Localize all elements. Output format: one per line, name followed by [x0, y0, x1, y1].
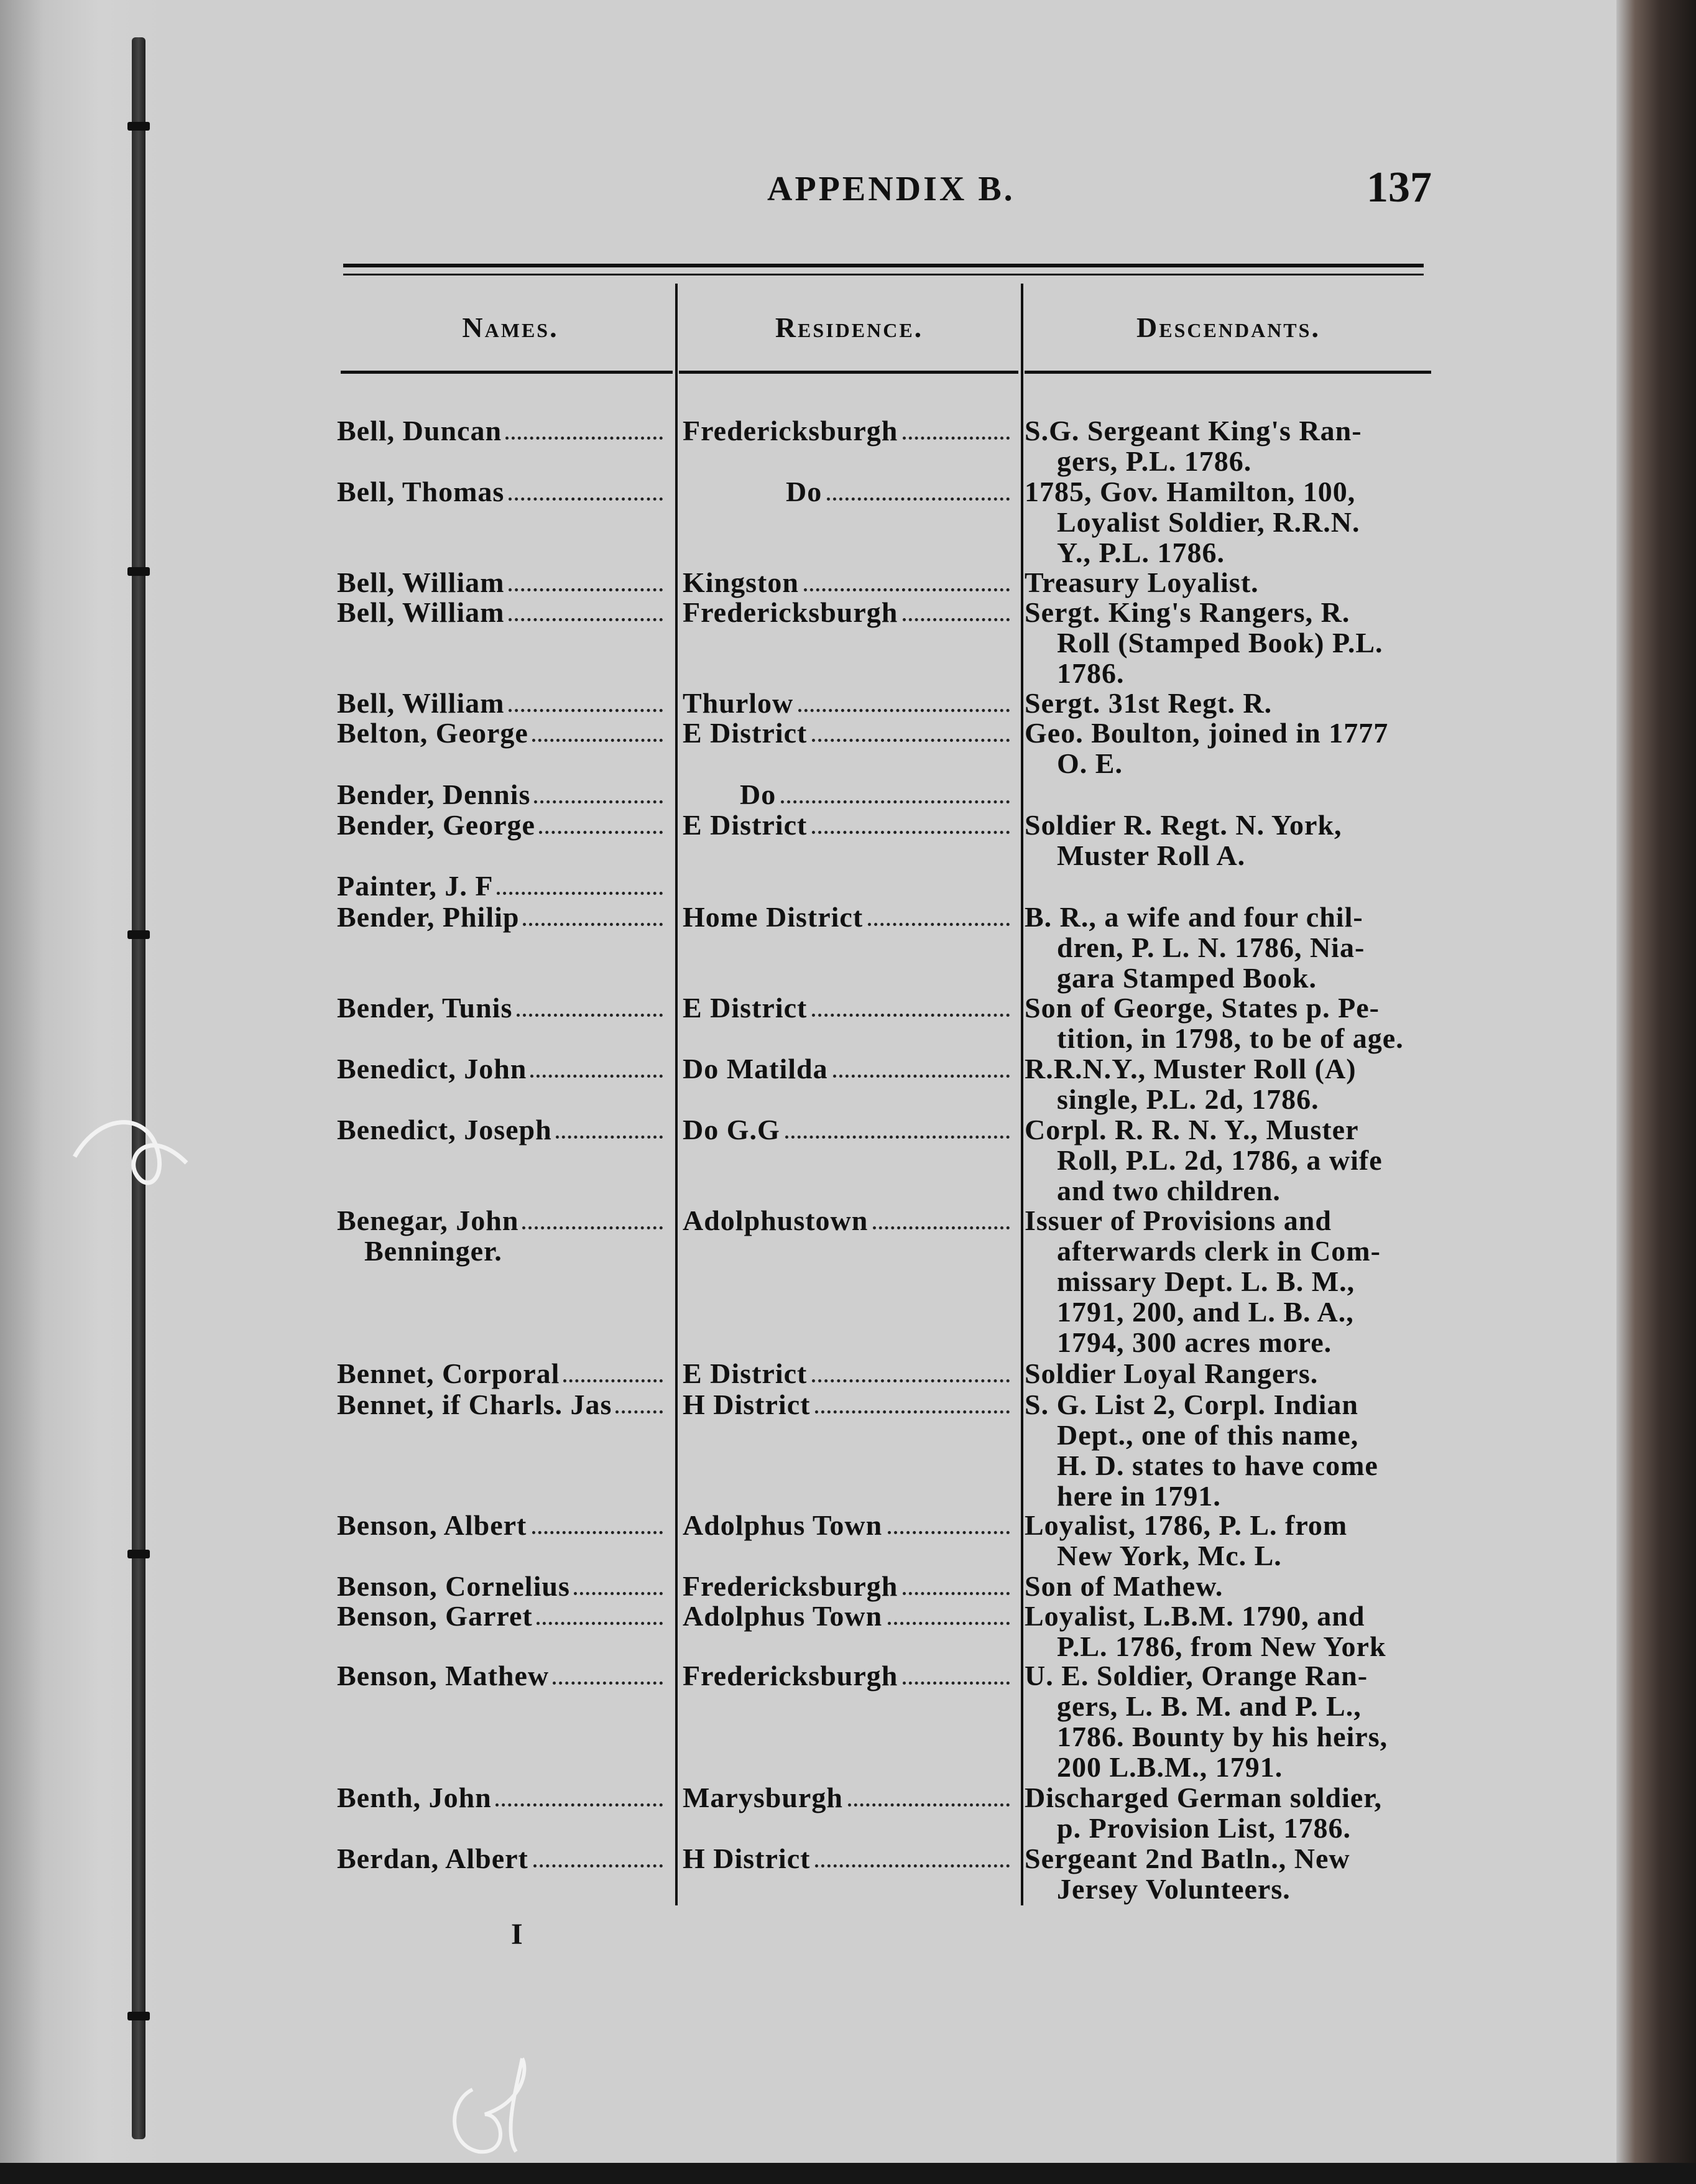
entry-residence: H District — [683, 1389, 811, 1420]
column-header-residence: Residence. — [775, 312, 924, 343]
entry-descendants-line: R.R.N.Y., Muster Roll (A) — [1025, 1053, 1357, 1085]
entry-name: Bell, William — [337, 567, 505, 598]
leader-dots — [903, 618, 1010, 621]
leader-dots — [903, 437, 1010, 440]
entry-residence: E District — [683, 992, 808, 1024]
entry-descendants-line: Sergt. King's Rangers, R. — [1025, 596, 1350, 628]
entry-descendants-line: here in 1791. — [1057, 1480, 1221, 1512]
entry-descendants-line: 1794, 300 acres more. — [1057, 1326, 1332, 1358]
leader-dots — [522, 1226, 663, 1229]
entry-descendants-line: H. D. states to have come — [1057, 1450, 1378, 1481]
entry-descendants-line: 1791, 200, and L. B. A., — [1057, 1296, 1354, 1328]
column-header-descendants: Descendants. — [1136, 312, 1320, 343]
entry-descendants-line: P.L. 1786, from New York — [1057, 1631, 1386, 1662]
leader-dots — [509, 497, 663, 501]
leader-dots — [812, 1379, 1010, 1382]
entry-descendants-line: Y., P.L. 1786. — [1057, 537, 1225, 568]
entry-descendants-line: gara Stamped Book. — [1057, 962, 1317, 994]
column-header-names: Names. — [462, 312, 559, 343]
entry-descendants-line: S. G. List 2, Corpl. Indian — [1025, 1389, 1358, 1420]
entry-residence: Adolphus Town — [683, 1600, 883, 1632]
entry-name: Benedict, Joseph — [337, 1114, 552, 1145]
leader-dots — [812, 739, 1010, 742]
entry-residence: Adolphus Town — [683, 1509, 883, 1541]
leader-dots — [532, 739, 663, 742]
entry-descendants-line: and two children. — [1057, 1175, 1281, 1206]
entry-descendants-line: Discharged German soldier, — [1025, 1782, 1382, 1813]
leader-dots — [517, 1014, 663, 1017]
entry-descendants-line: single, P.L. 2d, 1786. — [1057, 1083, 1319, 1115]
page-number: 137 — [1366, 164, 1432, 211]
leader-dots — [495, 1803, 663, 1807]
entry-descendants-line: Muster Roll A. — [1057, 840, 1246, 871]
leader-dots — [534, 800, 663, 803]
entry-descendants-line: U. E. Soldier, Orange Ran- — [1025, 1660, 1368, 1691]
leader-dots — [509, 588, 663, 591]
leader-dots — [574, 1592, 663, 1595]
signature-mark: I — [511, 1918, 523, 1951]
leader-dots — [873, 1226, 1010, 1229]
entry-descendants-line: 1786. — [1057, 657, 1125, 689]
running-head: APPENDIX B. — [767, 170, 1015, 208]
entry-descendants-line: gers, L. B. M. and P. L., — [1057, 1690, 1362, 1722]
leader-dots — [903, 1682, 1010, 1685]
entry-descendants-line: 200 L.B.M., 1791. — [1057, 1751, 1283, 1783]
entry-descendants-line: p. Provision List, 1786. — [1057, 1812, 1351, 1844]
entry-name: Belton, George — [337, 717, 528, 749]
entry-descendants-line: Soldier Loyal Rangers. — [1025, 1358, 1319, 1389]
leader-dots — [785, 1136, 1010, 1139]
entry-descendants-line: missary Dept. L. B. M., — [1057, 1266, 1355, 1297]
entry-name-alt: Benninger. — [364, 1235, 502, 1267]
leader-dots — [868, 923, 1010, 926]
entry-name: Bennet, if Charls. Jas — [337, 1389, 612, 1420]
entry-residence: E District — [683, 1358, 808, 1389]
entry-descendants-line: gers, P.L. 1786. — [1057, 445, 1252, 477]
entry-name: Benson, Mathew — [337, 1660, 550, 1691]
entry-residence: Thurlow — [683, 687, 794, 719]
leader-dots — [848, 1803, 1010, 1807]
entry-residence: E District — [683, 809, 808, 841]
entry-residence: Do — [740, 779, 777, 810]
leader-dots — [539, 831, 663, 834]
entry-descendants-line: Son of Mathew. — [1025, 1570, 1224, 1602]
leader-dots — [833, 1075, 1010, 1078]
leader-dots — [903, 1592, 1010, 1595]
entry-descendants-line: O. E. — [1057, 747, 1123, 779]
leader-dots — [563, 1379, 663, 1382]
entry-descendants-line: Sergeant 2nd Batln., New — [1025, 1843, 1350, 1874]
entry-name: Bender, Dennis — [337, 779, 531, 810]
entry-name: Bender, George — [337, 809, 535, 841]
entry-residence: Home District — [683, 901, 864, 933]
entry-descendants-line: dren, P. L. N. 1786, Nia- — [1057, 932, 1365, 963]
entry-name: Painter, J. F — [337, 870, 494, 902]
entry-residence: Fredericksburgh — [683, 1570, 898, 1602]
leader-dots — [888, 1531, 1010, 1534]
leader-dots — [509, 618, 663, 621]
entry-descendants-line: Loyalist, 1786, P. L. from — [1025, 1509, 1348, 1541]
entry-residence: Fredericksburgh — [683, 1660, 898, 1691]
entry-name: Benth, John — [337, 1782, 492, 1813]
entry-descendants-line: Son of George, States p. Pe- — [1025, 992, 1380, 1024]
entry-descendants-line: 1785, Gov. Hamilton, 100, — [1025, 476, 1356, 507]
leader-dots — [530, 1075, 663, 1078]
entry-descendants-line: S.G. Sergeant King's Ran- — [1025, 415, 1362, 447]
leader-dots — [505, 437, 663, 440]
entry-descendants-line: Jersey Volunteers. — [1057, 1873, 1291, 1905]
entry-residence: Fredericksburgh — [683, 596, 898, 628]
entry-name: Benson, Albert — [337, 1509, 527, 1541]
leader-dots — [781, 800, 1010, 803]
entry-descendants-line: B. R., a wife and four chil- — [1025, 901, 1363, 933]
entry-descendants-line: Sergt. 31st Regt. R. — [1025, 687, 1273, 719]
leader-dots — [812, 1014, 1010, 1017]
leader-dots — [537, 1622, 663, 1625]
leader-dots — [523, 923, 663, 926]
entry-descendants-line: Loyalist Soldier, R.R.N. — [1057, 506, 1360, 538]
leader-dots — [888, 1622, 1010, 1625]
entry-descendants-line: afterwards clerk in Com- — [1057, 1235, 1381, 1267]
entry-descendants-line: Corpl. R. R. N. Y., Muster — [1025, 1114, 1359, 1145]
entry-name: Benson, Cornelius — [337, 1570, 570, 1602]
entry-descendants-line: Roll, P.L. 2d, 1786, a wife — [1057, 1144, 1383, 1176]
entry-descendants-line: 1786. Bounty by his heirs, — [1057, 1721, 1388, 1752]
leader-dots — [497, 892, 663, 895]
entry-name: Benegar, John — [337, 1205, 519, 1236]
entry-residence: E District — [683, 717, 808, 749]
entry-name: Benson, Garret — [337, 1600, 533, 1632]
entry-name: Bell, Duncan — [337, 415, 502, 447]
entry-name: Berdan, Albert — [337, 1843, 528, 1874]
entry-descendants-line: Treasury Loyalist. — [1025, 567, 1259, 598]
leader-dots — [804, 588, 1010, 591]
entry-name: Bender, Tunis — [337, 992, 513, 1024]
entry-descendants-line: New York, Mc. L. — [1057, 1540, 1282, 1571]
entry-descendants-line: Soldier R. Regt. N. York, — [1025, 809, 1342, 841]
leader-dots — [815, 1410, 1010, 1414]
entry-residence: Kingston — [683, 567, 799, 598]
entry-residence: H District — [683, 1843, 811, 1874]
entry-residence: Fredericksburgh — [683, 415, 898, 447]
entry-residence: Adolphustown — [683, 1205, 869, 1236]
entry-name: Bell, Thomas — [337, 476, 505, 507]
leader-dots — [815, 1864, 1010, 1867]
entry-name: Bennet, Corporal — [337, 1358, 560, 1389]
leader-dots — [812, 831, 1010, 834]
leader-dots — [798, 709, 1010, 712]
entry-name: Bender, Philip — [337, 901, 520, 933]
leader-dots — [553, 1682, 663, 1685]
entry-descendants-line: Roll (Stamped Book) P.L. — [1057, 627, 1383, 659]
entry-name: Benedict, John — [337, 1053, 527, 1085]
entry-descendants-line: Loyalist, L.B.M. 1790, and — [1025, 1600, 1365, 1632]
leader-dots — [533, 1864, 663, 1867]
entry-residence: Do G.G — [683, 1114, 780, 1145]
entry-residence: Do Matilda — [683, 1053, 828, 1085]
leader-dots — [615, 1410, 663, 1414]
entry-name: Bell, William — [337, 687, 505, 719]
leader-dots — [827, 497, 1010, 501]
entry-name: Bell, William — [337, 596, 505, 628]
entry-descendants-line: Geo. Boulton, joined in 1777 — [1025, 717, 1389, 749]
leader-dots — [556, 1136, 663, 1139]
leader-dots — [509, 709, 663, 712]
entry-descendants-line: Issuer of Provisions and — [1025, 1205, 1332, 1236]
entry-residence: Marysburgh — [683, 1782, 843, 1813]
entry-descendants-line: tition, in 1798, to be of age. — [1057, 1022, 1404, 1054]
entry-residence: Do — [786, 476, 823, 507]
entry-descendants-line: Dept., one of this name, — [1057, 1419, 1359, 1451]
leader-dots — [532, 1531, 663, 1534]
